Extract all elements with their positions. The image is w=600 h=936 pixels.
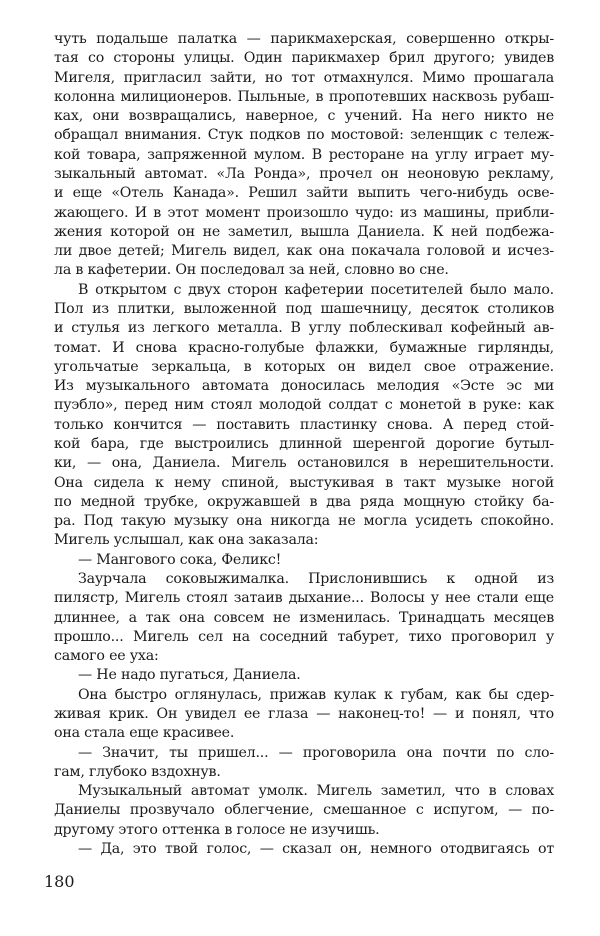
text-line: кой бара, где выстроились длинной шеренгой дорогие бутыл- bbox=[54, 436, 554, 452]
text-line: пилястр, Мигель стоял затаив дыхание... Волосы у нее стали еще bbox=[54, 590, 554, 606]
text-line: жающего. И в этот момент произошло чудо: из машины, прибли- bbox=[54, 205, 554, 221]
text-line: только кончится — поставить пластинку снова. А перед стой- bbox=[54, 417, 554, 433]
page-number: 180 bbox=[44, 872, 75, 891]
text-line: жения которой он не заметил, вышла Даниела. К ней подбежа- bbox=[54, 224, 554, 240]
dialogue-line: — Значит, ты пришел... — проговорила она почти по сло- bbox=[78, 745, 554, 761]
text-line: Заурчала соковыжималка. Прислонившись к одной из bbox=[78, 571, 554, 587]
text-line: и еще «Отель Канада». Решил зайти выпить чего-нибудь осве- bbox=[54, 185, 554, 201]
text-line: Она сидела к нему спиной, выстукивая в такт музыке ногой bbox=[54, 475, 554, 491]
text-line: и стулья из легкого металла. В углу поблескивал кофейный ав- bbox=[54, 320, 554, 336]
text-line: ли двое детей; Мигель видел, как она покачала головой и исчез- bbox=[54, 243, 554, 259]
text-line: Мигеля, пригласил зайти, но тот отмахнулся. Мимо прошагала bbox=[54, 70, 554, 86]
text-line: колонна милиционеров. Пыльные, в пропотевших насквозь рубаш- bbox=[54, 89, 554, 105]
text-line: тая со стороны улицы. Один парикмахер брил другого; увидев bbox=[54, 50, 554, 66]
text-line: зыкальный автомат. «Ла Ронда», прочел он неоновую рекламу, bbox=[54, 166, 554, 182]
text-line: ла в кафетерии. Он последовал за ней, словно во сне. bbox=[54, 262, 449, 278]
text-line: Она быстро оглянулась, прижав кулак к губам, как бы сдер- bbox=[78, 687, 554, 703]
dialogue-line: — Да, это твой голос, — сказал он, немного отодвигаясь от bbox=[78, 841, 554, 857]
text-line: угольчатые зеркальца, в которых он видел свое отражение. bbox=[54, 359, 554, 375]
text-line: Музыкальный автомат умолк. Мигель заметил, что в словах bbox=[78, 783, 554, 799]
text-line: Мигель услышал, как она заказала: bbox=[54, 532, 319, 548]
text-line: другому этого оттенка в голосе не изучишь. bbox=[54, 822, 380, 838]
text-line: самого ее уха: bbox=[54, 648, 159, 664]
text-line: кой товара, запряженной мулом. В ресторане на углу играет му- bbox=[54, 147, 554, 163]
text-line: ра. Под такую музыку она никогда не могла усидеть спокойно. bbox=[54, 513, 554, 529]
text-line: пуэбло», перед ним стоял молодой солдат с монетой в руке: как bbox=[54, 397, 554, 413]
text-line: по медной трубке, окружавшей в два ряда мощную стойку ба- bbox=[54, 494, 554, 510]
dialogue-line: — Мангового сока, Феликс! bbox=[78, 552, 282, 568]
text-line: Из музыкального автомата доносилась мелодия «Эсте эс ми bbox=[54, 378, 554, 394]
dialogue-line: гам, глубоко вздохнув. bbox=[54, 764, 221, 780]
dialogue-line: — Не надо пугаться, Даниела. bbox=[78, 667, 301, 683]
text-line: живая крик. Он увидел ее глаза — наконец-то! — и понял, что bbox=[54, 706, 554, 722]
text-line: обращал внимания. Стук подков по мостовой: зеленщик с тележ- bbox=[54, 127, 554, 143]
text-line: ках, они возвращались, наверное, с учений. На него никто не bbox=[54, 108, 554, 124]
text-line: В открытом с двух сторон кафетерии посетителей было мало. bbox=[78, 282, 554, 298]
text-line: ки, — она, Даниела. Мигель остановился в нерешительности. bbox=[54, 455, 554, 471]
text-line: длиннее, а так она совсем не изменилась. Тринадцать месяцев bbox=[54, 610, 554, 626]
text-line: прошло... Мигель сел на соседний табурет, тихо проговорил у bbox=[54, 629, 554, 645]
text-line: томат. И снова красно-голубые флажки, бумажные гирлянды, bbox=[54, 340, 554, 356]
text-line: Пол из плитки, выложенной под шашечницу, десяток столиков bbox=[54, 301, 554, 317]
text-line: Даниелы прозвучало облегчение, смешанное с испугом, — по- bbox=[54, 802, 554, 818]
text-line: она стала еще красивее. bbox=[54, 725, 235, 741]
text-line: чуть подальше палатка — парикмахерская, совершенно откры- bbox=[54, 31, 554, 47]
